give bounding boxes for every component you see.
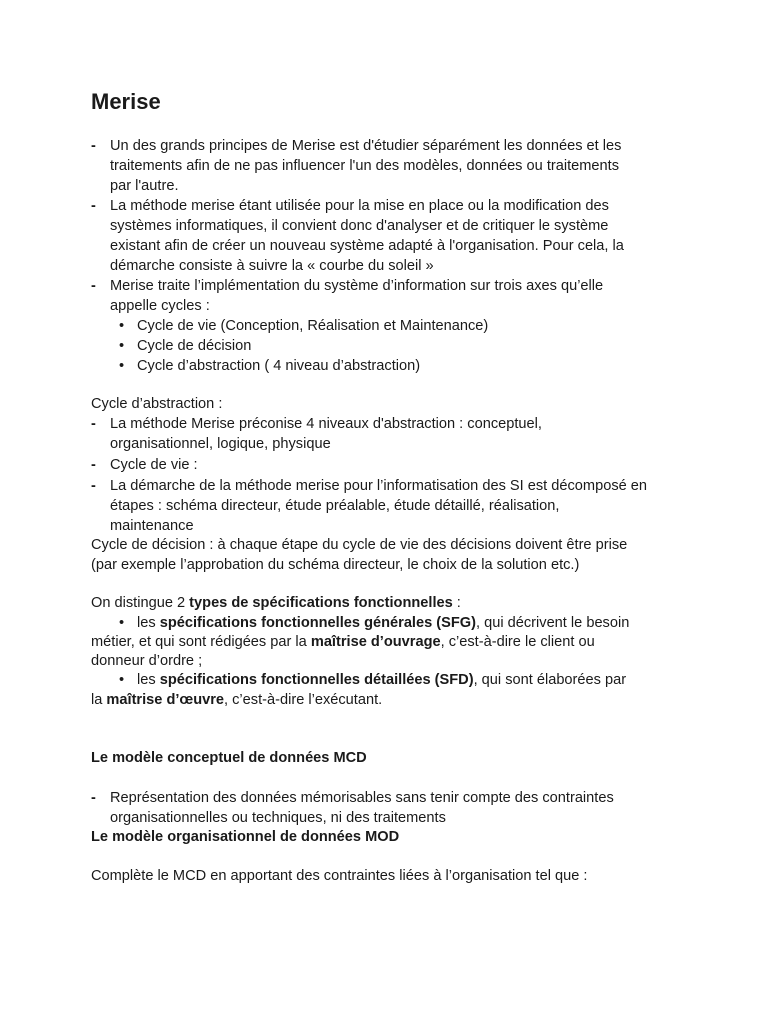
text-line: Complète le MCD en apportant des contraintes liées à l’organisation tel que : — [91, 868, 588, 884]
text-line: (par exemple l’approbation du schéma directeur, le choix de la solution etc.) — [91, 557, 580, 573]
text-line: La démarche de la méthode merise pour l’informatisation des SI est décomposé en — [110, 478, 648, 494]
text-line: La méthode Merise préconise 4 niveaux d'abstraction : conceptuel, — [110, 416, 542, 432]
bullet-marker: • — [119, 358, 125, 374]
dash-marker: - — [91, 457, 96, 473]
text-line: organisationnel, logique, physique — [110, 436, 331, 452]
section-heading: Le modèle conceptuel de données MCD — [91, 750, 367, 766]
text-line: Cycle de vie : — [110, 457, 198, 473]
dash-marker: - — [91, 198, 96, 214]
dash-marker: - — [91, 416, 96, 432]
dash-marker: - — [91, 790, 96, 806]
section-heading: Le modèle organisationnel de données MOD — [91, 829, 400, 845]
text-line: Représentation des données mémorisables sans tenir compte des contraintes — [110, 790, 614, 806]
list-item: Cycle d’abstraction ( 4 niveau d’abstraction) — [137, 358, 421, 374]
page-title: Merise — [91, 89, 161, 114]
dash-marker: - — [91, 138, 96, 154]
text-line: appelle cycles : — [110, 298, 210, 314]
text-line: la maîtrise d’œuvre, c’est-à-dire l’exécutant. — [91, 692, 383, 708]
text-line: systèmes informatiques, il convient donc d'analyser et de critiquer le système — [110, 218, 609, 234]
text-line: traitements afin de ne pas influencer l'un des modèles, données ou traitements — [110, 158, 620, 174]
bullet-marker: • — [119, 318, 125, 334]
text-line: donneur d’ordre ; — [91, 653, 203, 669]
text-line: existant afin de créer un nouveau système adapté à l'organisation. Pour cela, la — [110, 238, 624, 254]
text-line: Cycle d’abstraction : — [91, 396, 223, 412]
bullet-marker: • — [119, 615, 125, 631]
list-item: Cycle de décision — [137, 338, 252, 354]
text-line: organisationnelles ou techniques, ni des traitements — [110, 810, 446, 826]
text-line: Cycle de décision : à chaque étape du cycle de vie des décisions doivent être prise — [91, 537, 628, 553]
text-line: étapes : schéma directeur, étude préalable, étude détaillé, réalisation, — [110, 498, 560, 514]
list-item: les spécifications fonctionnelles détaillées (SFD), qui sont élaborées par — [137, 672, 627, 688]
text-line: métier, et qui sont rédigées par la maîtrise d’ouvrage, c’est-à-dire le client ou — [91, 634, 595, 650]
text-line: Un des grands principes de Merise est d'étudier séparément les données et les — [110, 138, 622, 154]
dash-marker: - — [91, 278, 96, 294]
text-line: Merise traite l’implémentation du système d’information sur trois axes qu’elle — [110, 278, 604, 294]
text-line: On distingue 2 types de spécifications fonctionnelles : — [91, 595, 461, 611]
bullet-marker: • — [119, 672, 125, 688]
bullet-marker: • — [119, 338, 125, 354]
dash-marker: - — [91, 478, 96, 494]
text-line: démarche consiste à suivre la « courbe du soleil » — [110, 258, 434, 274]
text-line: par l'autre. — [110, 178, 179, 194]
text-line: maintenance — [110, 518, 194, 534]
text-line: La méthode merise étant utilisée pour la mise en place ou la modification des — [110, 198, 609, 214]
list-item: Cycle de vie (Conception, Réalisation et Maintenance) — [137, 318, 489, 334]
list-item: les spécifications fonctionnelles générales (SFG), qui décrivent le besoin — [137, 615, 630, 631]
